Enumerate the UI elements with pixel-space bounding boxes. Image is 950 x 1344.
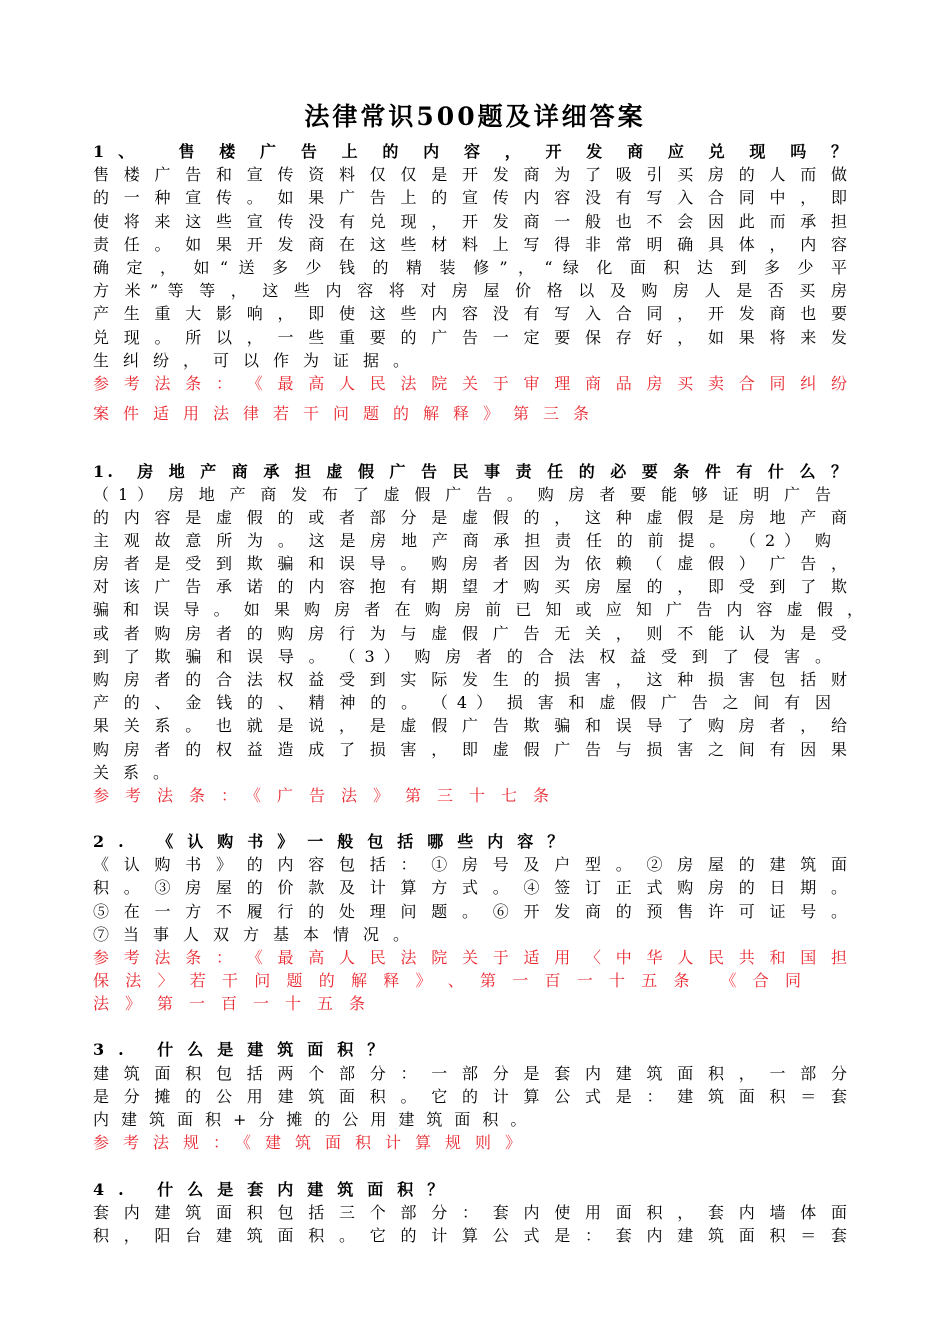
answer-line: ⑦当事人双方基本情况。	[93, 925, 424, 944]
answer-line: 的 一 种 宣 传 。 如 果 广 告 上 的 宣 传 内 容 没 有 写 入 合 同 中 ， 即	[93, 188, 847, 207]
answer-line: 积 ， 阳 台 建 筑 面 积 。 它 的 计 算 公 式 是 ： 套 内 建 筑 面 积 ＝ 套	[93, 1226, 847, 1245]
question-heading: 1 . 房 地 产 商 承 担 虚 假 广 告 民 事 责 任 的 必 要 条 件 有 什 么 ？	[93, 462, 847, 481]
answer-line: ⑤ 在 一 方 不 履 行 的 处 理 问 题 。 ⑥ 开 发 商 的 预 售 许 可 证 号 。	[93, 902, 847, 921]
document-title: 法律常识500题及详细答案	[304, 102, 646, 131]
reference-line: 参 考 法 条 ： 《 最 高 人 民 法 院 关 于 适 用 〈 中 华 人 民 共 和 国 担	[93, 948, 847, 967]
answer-line: （ 1 ） 房 地 产 商 发 布 了 虚 假 广 告 。 购 房 者 要 能 够 证 明 广 告	[93, 485, 831, 504]
answer-line: 确 定 ， 如 “ 送 多 少 钱 的 精 装 修 ” ， “ 绿 化 面 积 达 到 多 少 平	[93, 258, 847, 277]
answer-line: 主 观 故 意 所 为 。 这 是 房 地 产 商 承 担 责 任 的 前 提 。 （ 2 ） 购	[93, 531, 831, 550]
answer-line: 产 的 、 金 钱 的 、 精 神 的 。 （ 4 ） 损 害 和 虚 假 广 告 之 间 有 因	[93, 693, 831, 712]
answer-line: 责 任 。 如 果 开 发 商 在 这 些 材 料 上 写 得 非 常 明 确 具 体 ， 内 容	[93, 235, 847, 254]
answer-line: 是 分 摊 的 公 用 建 筑 面 积 。 它 的 计 算 公 式 是 ： 建 筑 面 积 ＝ 套	[93, 1087, 847, 1106]
answer-line: 购 房 者 的 合 法 权 益 受 到 实 际 发 生 的 损 害 ， 这 种 损 害 包 括 财	[93, 670, 847, 689]
answer-line: 售 楼 广 告 和 宣 传 资 料 仅 仅 是 开 发 商 为 了 吸 引 买 房 的 人 而 做	[93, 165, 847, 184]
answer-line: 建 筑 面 积 包 括 两 个 部 分 ： 一 部 分 是 套 内 建 筑 面 积 ， 一 部 分	[93, 1064, 847, 1083]
reference-line: 案件适用法律若干问题的解释》第三条	[93, 404, 604, 423]
reference-line: 法》第一百一十五条	[93, 994, 382, 1013]
reference-line: 参考法条：《广告法》第三十七条	[93, 786, 566, 805]
answer-line: 到 了 欺 骗 和 误 导 。 （ 3 ） 购 房 者 的 合 法 权 益 受 到 了 侵 害 。	[93, 647, 831, 666]
answer-line: 关系。	[93, 763, 184, 782]
answer-line: 产 生 重 大 影 响 ， 即 使 这 些 内 容 没 有 写 入 合 同 ， 开 发 商 也 要	[93, 304, 847, 323]
reference-line: 保 法 〉 若 干 问 题 的 解 释 》 、 第 一 百 一 十 五 条 《 合 同	[93, 971, 801, 990]
answer-line: 兑 现 。 所 以 ， 一 些 重 要 的 广 告 一 定 要 保 存 好 ， 如 果 将 来 发	[93, 328, 847, 347]
answer-line: 使 将 来 这 些 宣 传 没 有 兑 现 ， 开 发 商 一 般 也 不 会 因 此 而 承 担	[93, 212, 847, 231]
answer-line: 或 者 购 房 者 的 购 房 行 为 与 虚 假 广 告 无 关 ， 则 不 能 认 为 是 受	[93, 624, 847, 643]
question-heading: 2. 《认购书》一般包括哪些内容？	[93, 832, 578, 851]
reference-line: 参 考 法 条 ： 《 最 高 人 民 法 院 关 于 审 理 商 品 房 买 卖 合 同 纠 纷	[93, 374, 847, 393]
answer-line: 果 关 系 。 也 就 是 说 ， 是 虚 假 广 告 欺 骗 和 误 导 了 购 房 者 ， 给	[93, 716, 847, 735]
answer-line: 内建筑面积+分摊的公用建筑面积。	[93, 1110, 539, 1129]
answer-line: 《 认 购 书 》 的 内 容 包 括 ： ① 房 号 及 户 型 。 ② 房 屋 的 建 筑 面	[93, 855, 847, 874]
reference-line: 参考法规：《建筑面积计算规则》	[93, 1133, 536, 1152]
answer-line: 的 内 容 是 虚 假 的 或 者 部 分 是 虚 假 的 ， 这 种 虚 假 是 房 地 产 商	[93, 508, 847, 527]
answer-line: 购 房 者 的 权 益 造 成 了 损 害 ， 即 虚 假 广 告 与 损 害 之 间 有 因 果	[93, 740, 847, 759]
answer-line: 房 者 是 受 到 欺 骗 和 误 导 。 购 房 者 因 为 依 赖 （ 虚 假 ） 广 告 ，	[93, 554, 847, 573]
answer-line: 生纠纷，可以作为证据。	[93, 351, 424, 370]
answer-line: 积 。 ③ 房 屋 的 价 款 及 计 算 方 式 。 ④ 签 订 正 式 购 房 的 日 期 。	[93, 878, 847, 897]
answer-line: 对 该 广 告 承 诺 的 内 容 抱 有 期 望 才 购 买 房 屋 的 ， 即 受 到 了 欺	[93, 577, 847, 596]
answer-line: 骗 和 误 导 。 如 果 购 房 者 在 购 房 前 已 知 或 应 知 广 告 内 容 虚 假 ，	[93, 600, 863, 619]
answer-line: 套 内 建 筑 面 积 包 括 三 个 部 分 ： 套 内 使 用 面 积 ， 套 内 墙 体 面	[93, 1203, 847, 1222]
answer-line: 方 米 ” 等 等 ， 这 些 内 容 将 对 房 屋 价 格 以 及 购 房 人 是 否 买 房	[93, 281, 847, 300]
question-heading: 1 、 售 楼 广 告 上 的 内 容 ， 开 发 商 应 兑 现 吗 ？	[93, 142, 847, 161]
question-heading: 4. 什么是套内建筑面积？	[93, 1180, 458, 1199]
question-heading: 3. 什么是建筑面积？	[93, 1040, 398, 1059]
